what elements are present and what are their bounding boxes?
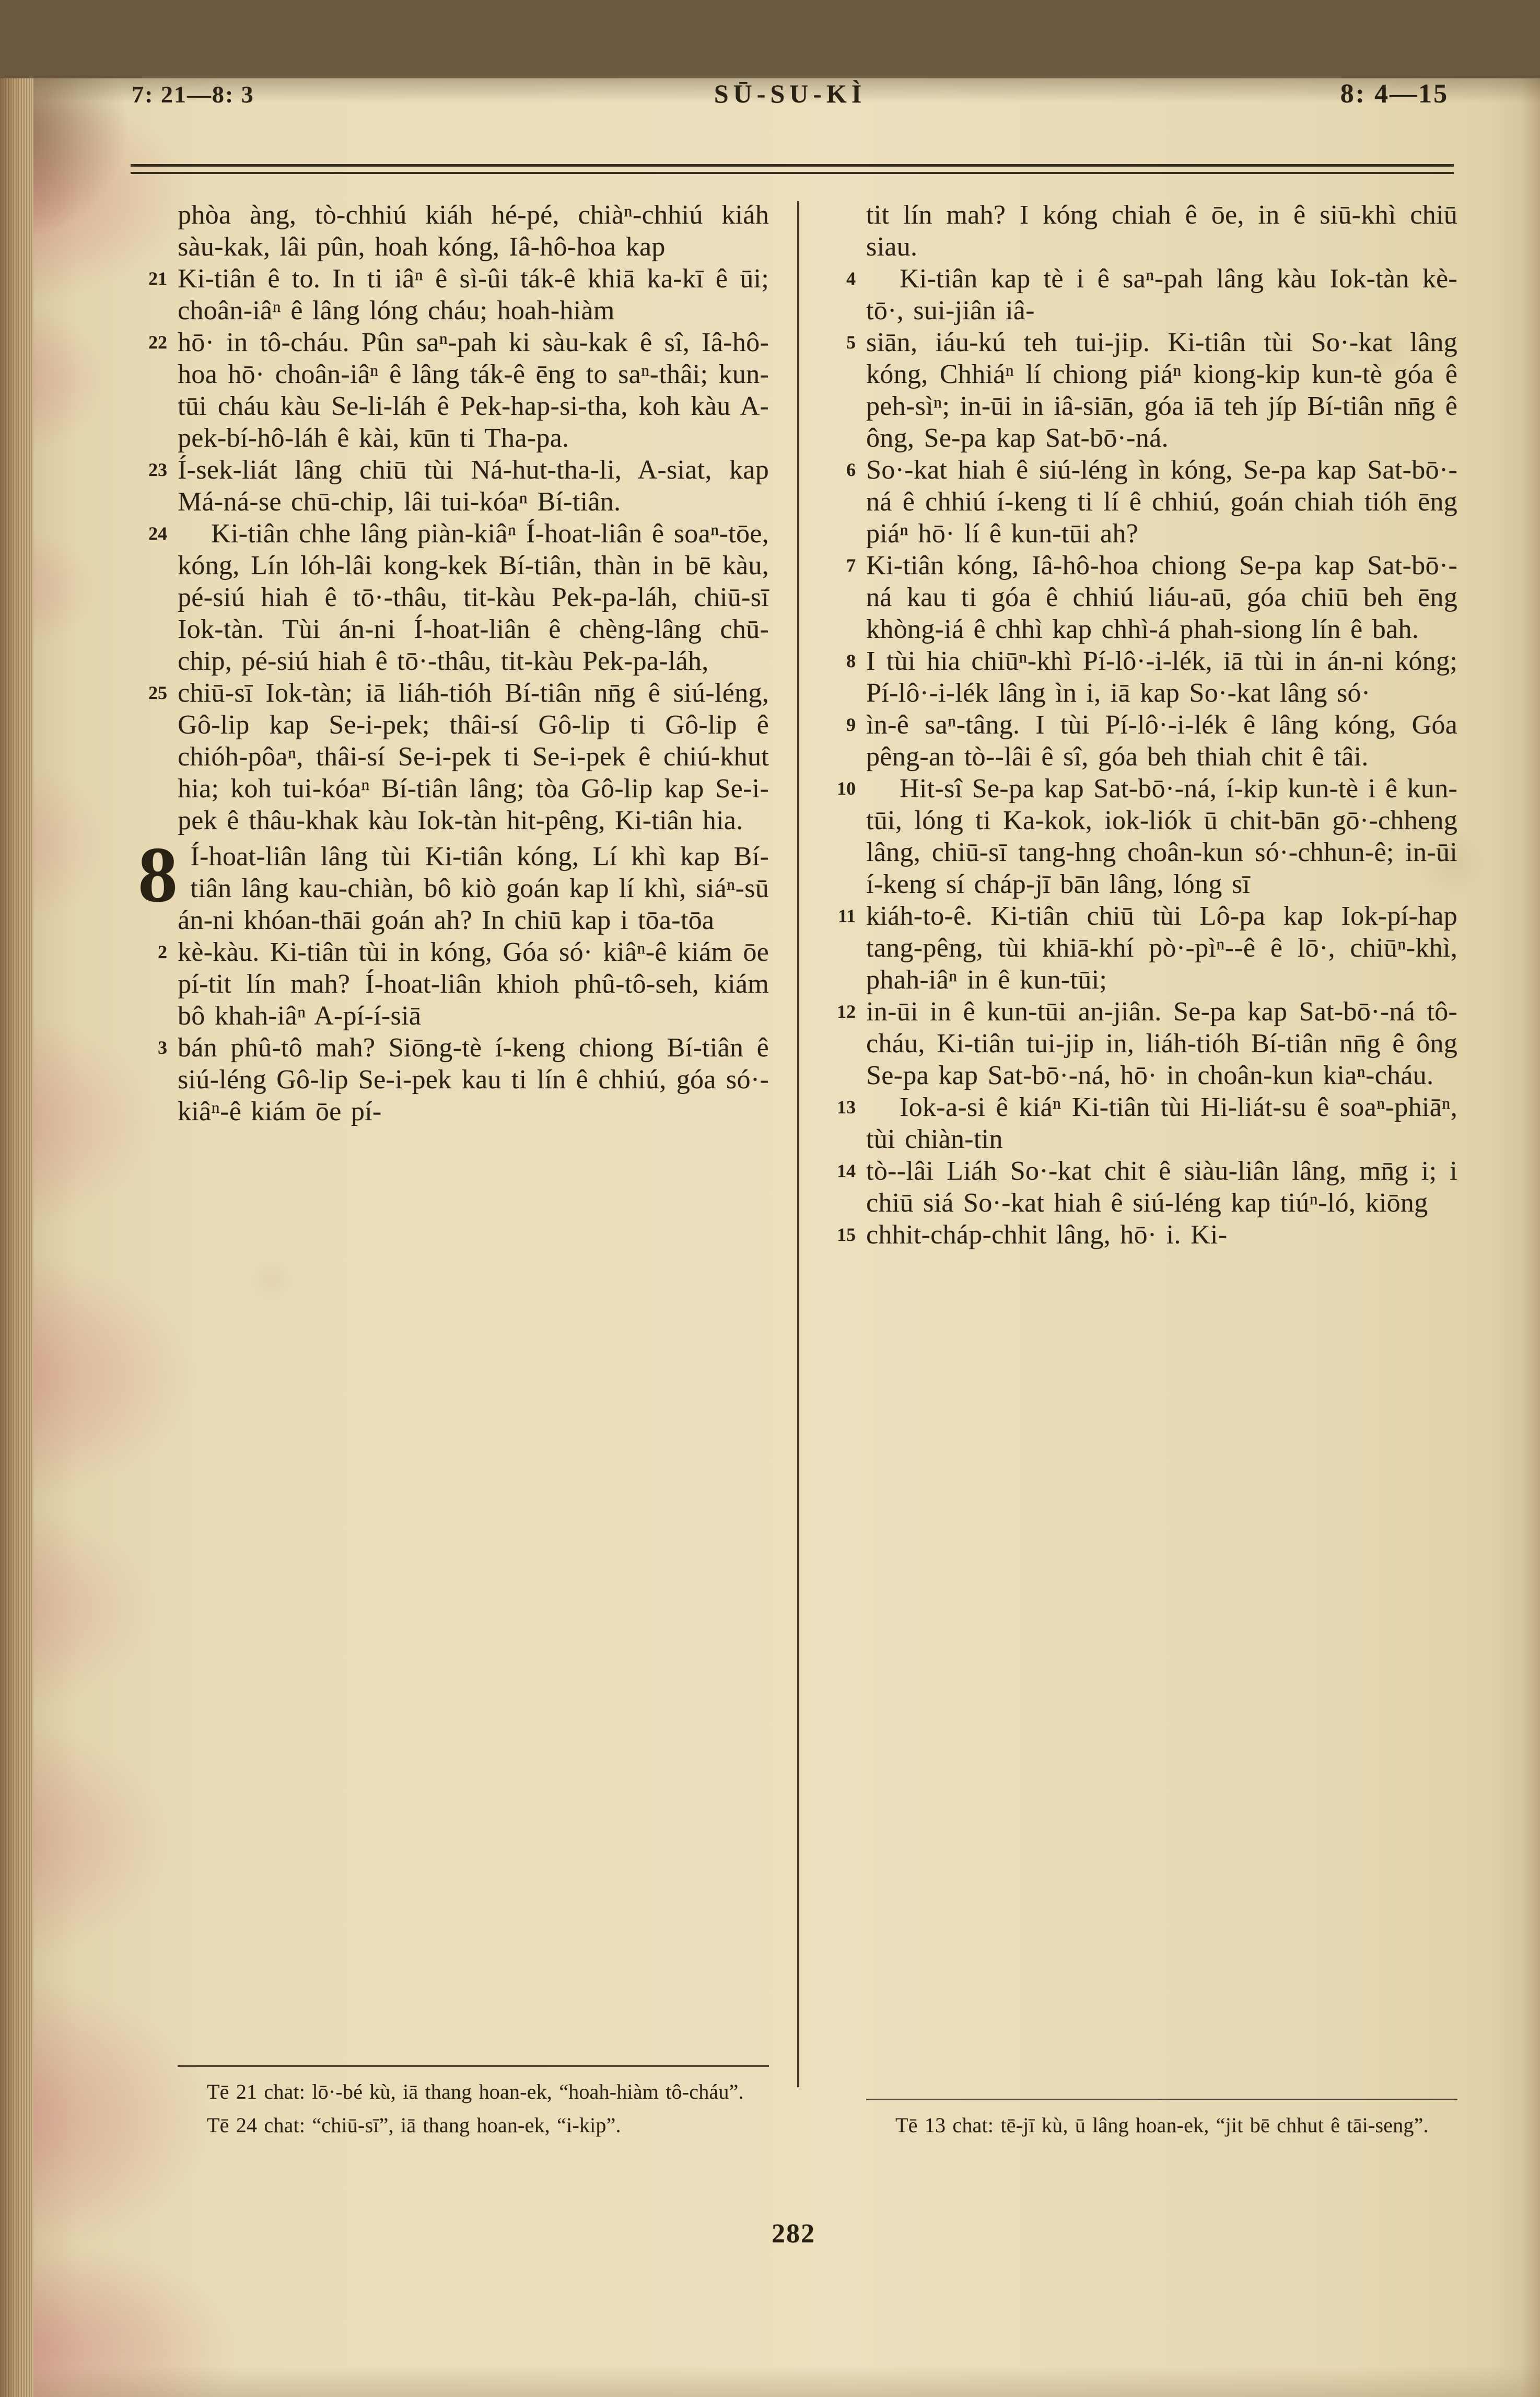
chapter-number: 8	[138, 831, 178, 918]
verse-text: tò--lâi Liáh So·-kat chit ê siàu-liân lâng, mn̄g i; i chiū siá So·-kat hiah ê siú-léng kap tiúⁿ-ló, kiōng	[866, 1156, 1457, 1218]
verse-block	[866, 199, 1457, 263]
verse-text: chhit-cháp-chhit lâng, hō· i. Ki-	[866, 1220, 1228, 1250]
verse-number: 25	[148, 682, 167, 703]
verse-number: 10	[837, 778, 856, 799]
verse-number: 5	[846, 332, 856, 353]
verse-text: kè-kàu. Ki-tiân tùi in kóng, Góa só· kiâⁿ-ê kiám ōe pí-tit lín mah? Í-hoat-liân khioh phû-tô-seh, kiám bô khah-iâⁿ A-pí-í-siā	[178, 937, 769, 1031]
verse-number: 14	[837, 1160, 856, 1181]
verse-block	[178, 199, 769, 263]
verse-block	[846, 550, 1457, 645]
verse-text: chiū-sī Iok-tàn; iā liáh-tióh Bí-tiân nn̄g ê siú-léng, Gô-lip kap Se-i-pek; thâi-sí Gô-lip ti Gô-lip ê chióh-pôaⁿ, thâi-sí Se-i-pek ti Se-i-pek ê chiú-khut hia; koh tui-kóaⁿ Bí-tiân lâng; tòa Gô-lip kap Se-i-pek ê thâu-khak kàu Iok-tàn hit-pêng, Ki-tiân hia.	[178, 678, 769, 835]
footnote: Tē 24 chat: “chiū-sī”, iā thang hoan-ek, “i-kip”.	[207, 2113, 621, 2137]
footnote: Tē 21 chat: lō·-bé kù, iā thang hoan-ek, “hoah-hiàm tô-cháu”.	[207, 2080, 744, 2103]
footnote: Tē 13 chat: tē-jī kù, ū lâng hoan-ek, “jit bē chhut ê tāi-seng”.	[895, 2113, 1429, 2137]
verse-number: 24	[148, 523, 167, 544]
right-footnotes	[866, 2083, 1457, 2145]
verse-number: 12	[837, 1001, 856, 1022]
left-column	[130, 199, 769, 2145]
verse-block	[837, 1091, 1457, 1155]
verse-block	[148, 677, 769, 836]
page-number: 282	[772, 2219, 815, 2249]
book-page	[0, 78, 1540, 2249]
footnote-rule	[866, 2099, 1457, 2100]
chapter-verse-ref-right: 8: 4—15	[1340, 79, 1449, 109]
verse-text: phòa àng, tò-chhiú kiáh hé-pé, chiàⁿ-chhiú kiáh sàu-kak, lâi pûn, hoah kóng, Iâ-hô-hoa kap	[178, 200, 769, 262]
verse-number: 23	[148, 459, 167, 480]
verse-number: 8	[846, 650, 856, 671]
verse-number: 21	[148, 268, 167, 289]
verse-number: 4	[846, 268, 856, 289]
book-title: SŪ-SU-KÌ	[714, 79, 867, 108]
verse-block	[846, 645, 1457, 709]
page-header	[132, 78, 1449, 109]
verse-text: kiáh-to-ê. Ki-tiân chiū tùi Lô-pa kap Iok-pí-hap tang-pêng, tùi khiā-khí pò·-pìⁿ--ê ê lō·, chiūⁿ-khì, phah-iâⁿ in ê kun-tūi;	[866, 901, 1457, 995]
verse-text: siān, iáu-kú teh tui-jip. Ki-tiân tùi So·-kat lâng kóng, Chhiáⁿ lí chiong piáⁿ kiong-kip kun-tè góa ê peh-sìⁿ; in-ūi in iâ-siān, góa iā teh jíp Bí-tiân nn̄g ê ông, Se-pa kap Sat-bō·-ná.	[866, 328, 1457, 453]
verse-text: So·-kat hiah ê siú-léng ìn kóng, Se-pa kap Sat-bō·-ná ê chhiú í-keng ti lí ê chhiú, goán chiah tióh ēng piáⁿ hō· lí ê kun-tūi ah?	[866, 455, 1457, 549]
verse-block	[846, 454, 1457, 550]
verse-number: 11	[837, 905, 856, 926]
verse-number: 15	[837, 1224, 856, 1245]
verse-text: Ki-tiân chhe lâng piàn-kiâⁿ Í-hoat-liân ê soaⁿ-tōe, kóng, Lín lóh-lâi kong-kek Bí-tiân, thàn in bē kàu, pé-siú hiah ê tō·-thâu, tit-kàu Pek-pa-láh, chiū-sī Iok-tàn. Tùi án-ni Í-hoat-liân ê chèng-lâng chū-chip, pé-siú hiah ê tō·-thâu, tit-kàu Pek-pa-láh,	[178, 519, 769, 676]
right-column	[818, 199, 1457, 2145]
verse-block	[837, 773, 1457, 900]
verse-block	[148, 327, 769, 454]
verse-number: 7	[846, 555, 856, 576]
verse-number: 2	[158, 941, 167, 962]
verse-text: hō· in tô-cháu. Pûn saⁿ-pah ki sàu-kak ê sî, Iâ-hô-hoa hō· choân-iâⁿ ê lâng ták-ê ēng to saⁿ-thâi; kun-tūi cháu kàu Se-li-láh ê Pek-hap-si-tha, koh kàu A-pek-bí-hô-láh ê kài, kūn ti Tha-pa.	[178, 328, 769, 453]
verse-number: 6	[846, 459, 856, 480]
column-divider	[797, 201, 799, 2087]
verse-block	[148, 518, 769, 677]
verse-number: 13	[837, 1097, 856, 1118]
verse-block	[148, 454, 769, 518]
chapter-start-block	[138, 831, 769, 936]
verse-text: Iok-a-si ê kiáⁿ Ki-tiân tùi Hi-liát-su ê soaⁿ-phiāⁿ, tùi chiàn-tin	[866, 1092, 1457, 1154]
left-footnotes	[178, 2050, 769, 2145]
verse-block	[837, 1155, 1457, 1219]
verse-block	[846, 263, 1457, 327]
verse-block	[846, 327, 1457, 454]
verse-text: Í-sek-liát lâng chiū tùi Ná-hut-tha-li, A-siat, kap Má-ná-se chū-chip, lâi tui-kóaⁿ Bí-tiân.	[178, 455, 769, 517]
verse-text: Ki-tiân kap tè i ê saⁿ-pah lâng kàu Iok-tàn kè-tō·, sui-jiân iâ-	[866, 264, 1457, 325]
text-columns	[130, 199, 1457, 2145]
footnote-rule	[178, 2065, 769, 2067]
verse-text: in-ūi in ê kun-tūi an-jiân. Se-pa kap Sat-bō·-ná tô-cháu, Ki-tiân tui-jip in, liáh-tióh Bí-tiân nn̄g ê ông Se-pa kap Sat-bō·-ná, hō· in choân-kun kiaⁿ-cháu.	[866, 997, 1457, 1090]
verse-text: bán phû-tô mah? Siōng-tè í-keng chiong Bí-tiân ê siú-léng Gô-lip Se-i-pek kau ti lín ê chhiú, góa só·-kiâⁿ-ê kiám ōe pí-	[178, 1033, 769, 1126]
verse-text: Hit-sî Se-pa kap Sat-bō·-ná, í-kip kun-tè i ê kun-tūi, lóng ti Ka-kok, iok-liók ū chit-bān gō·-chheng lâng, chiū-sī tang-hng choân-kun só·-chhun-ê; in-ūi í-keng sí cháp-jī bān lâng, lóng sī	[866, 774, 1457, 899]
chapter-verse-ref-left: 7: 21—8: 3	[132, 81, 254, 108]
verse-block	[148, 263, 769, 327]
verse-number: 9	[846, 714, 856, 735]
verse-number: 3	[158, 1037, 167, 1058]
verse-block	[837, 1219, 1457, 1251]
verse-text: ìn-ê saⁿ-tâng. I tùi Pí-lô·-i-lék ê lâng kóng, Góa pêng-an tò--lâi ê sî, góa beh thiah chit ê tâi.	[866, 710, 1457, 772]
header-rule	[131, 164, 1454, 174]
verse-block	[837, 996, 1457, 1091]
verse-number: 22	[148, 332, 167, 353]
verse-text: Ki-tiân ê to. In ti iâⁿ ê sì-ûi ták-ê khiā ka-kī ê ūi; choân-iâⁿ ê lâng lóng cháu; hoah-hiàm	[178, 264, 769, 325]
verse-text: Í-hoat-liân lâng tùi Ki-tiân kóng, Lí khì kap Bí-tiân lâng kau-chiàn, bô kiò goán kap lí khì, siáⁿ-sū án-ni khóan-thāi goán ah? In chiū kap i tōa-tōa	[178, 842, 769, 935]
verse-block	[846, 709, 1457, 773]
verse-block	[158, 1032, 769, 1127]
verse-text: I tùi hia chiūⁿ-khì Pí-lô·-i-lék, iā tùi in án-ni kóng; Pí-lô·-i-lék lâng ìn i, iā kap So·-kat lâng só·	[866, 646, 1457, 708]
verse-text: Ki-tiân kóng, Iâ-hô-hoa chiong Se-pa kap Sat-bō·-ná kau ti góa ê chhiú liáu-aū, góa chiū beh ēng khòng-iá ê chhì kap chhì-á phah-siong lín ê bah.	[866, 551, 1457, 644]
verse-block	[158, 936, 769, 1032]
verse-block	[837, 900, 1457, 996]
verse-text: tit lín mah? I kóng chiah ê ōe, in ê siū-khì chiū siau.	[866, 200, 1457, 262]
